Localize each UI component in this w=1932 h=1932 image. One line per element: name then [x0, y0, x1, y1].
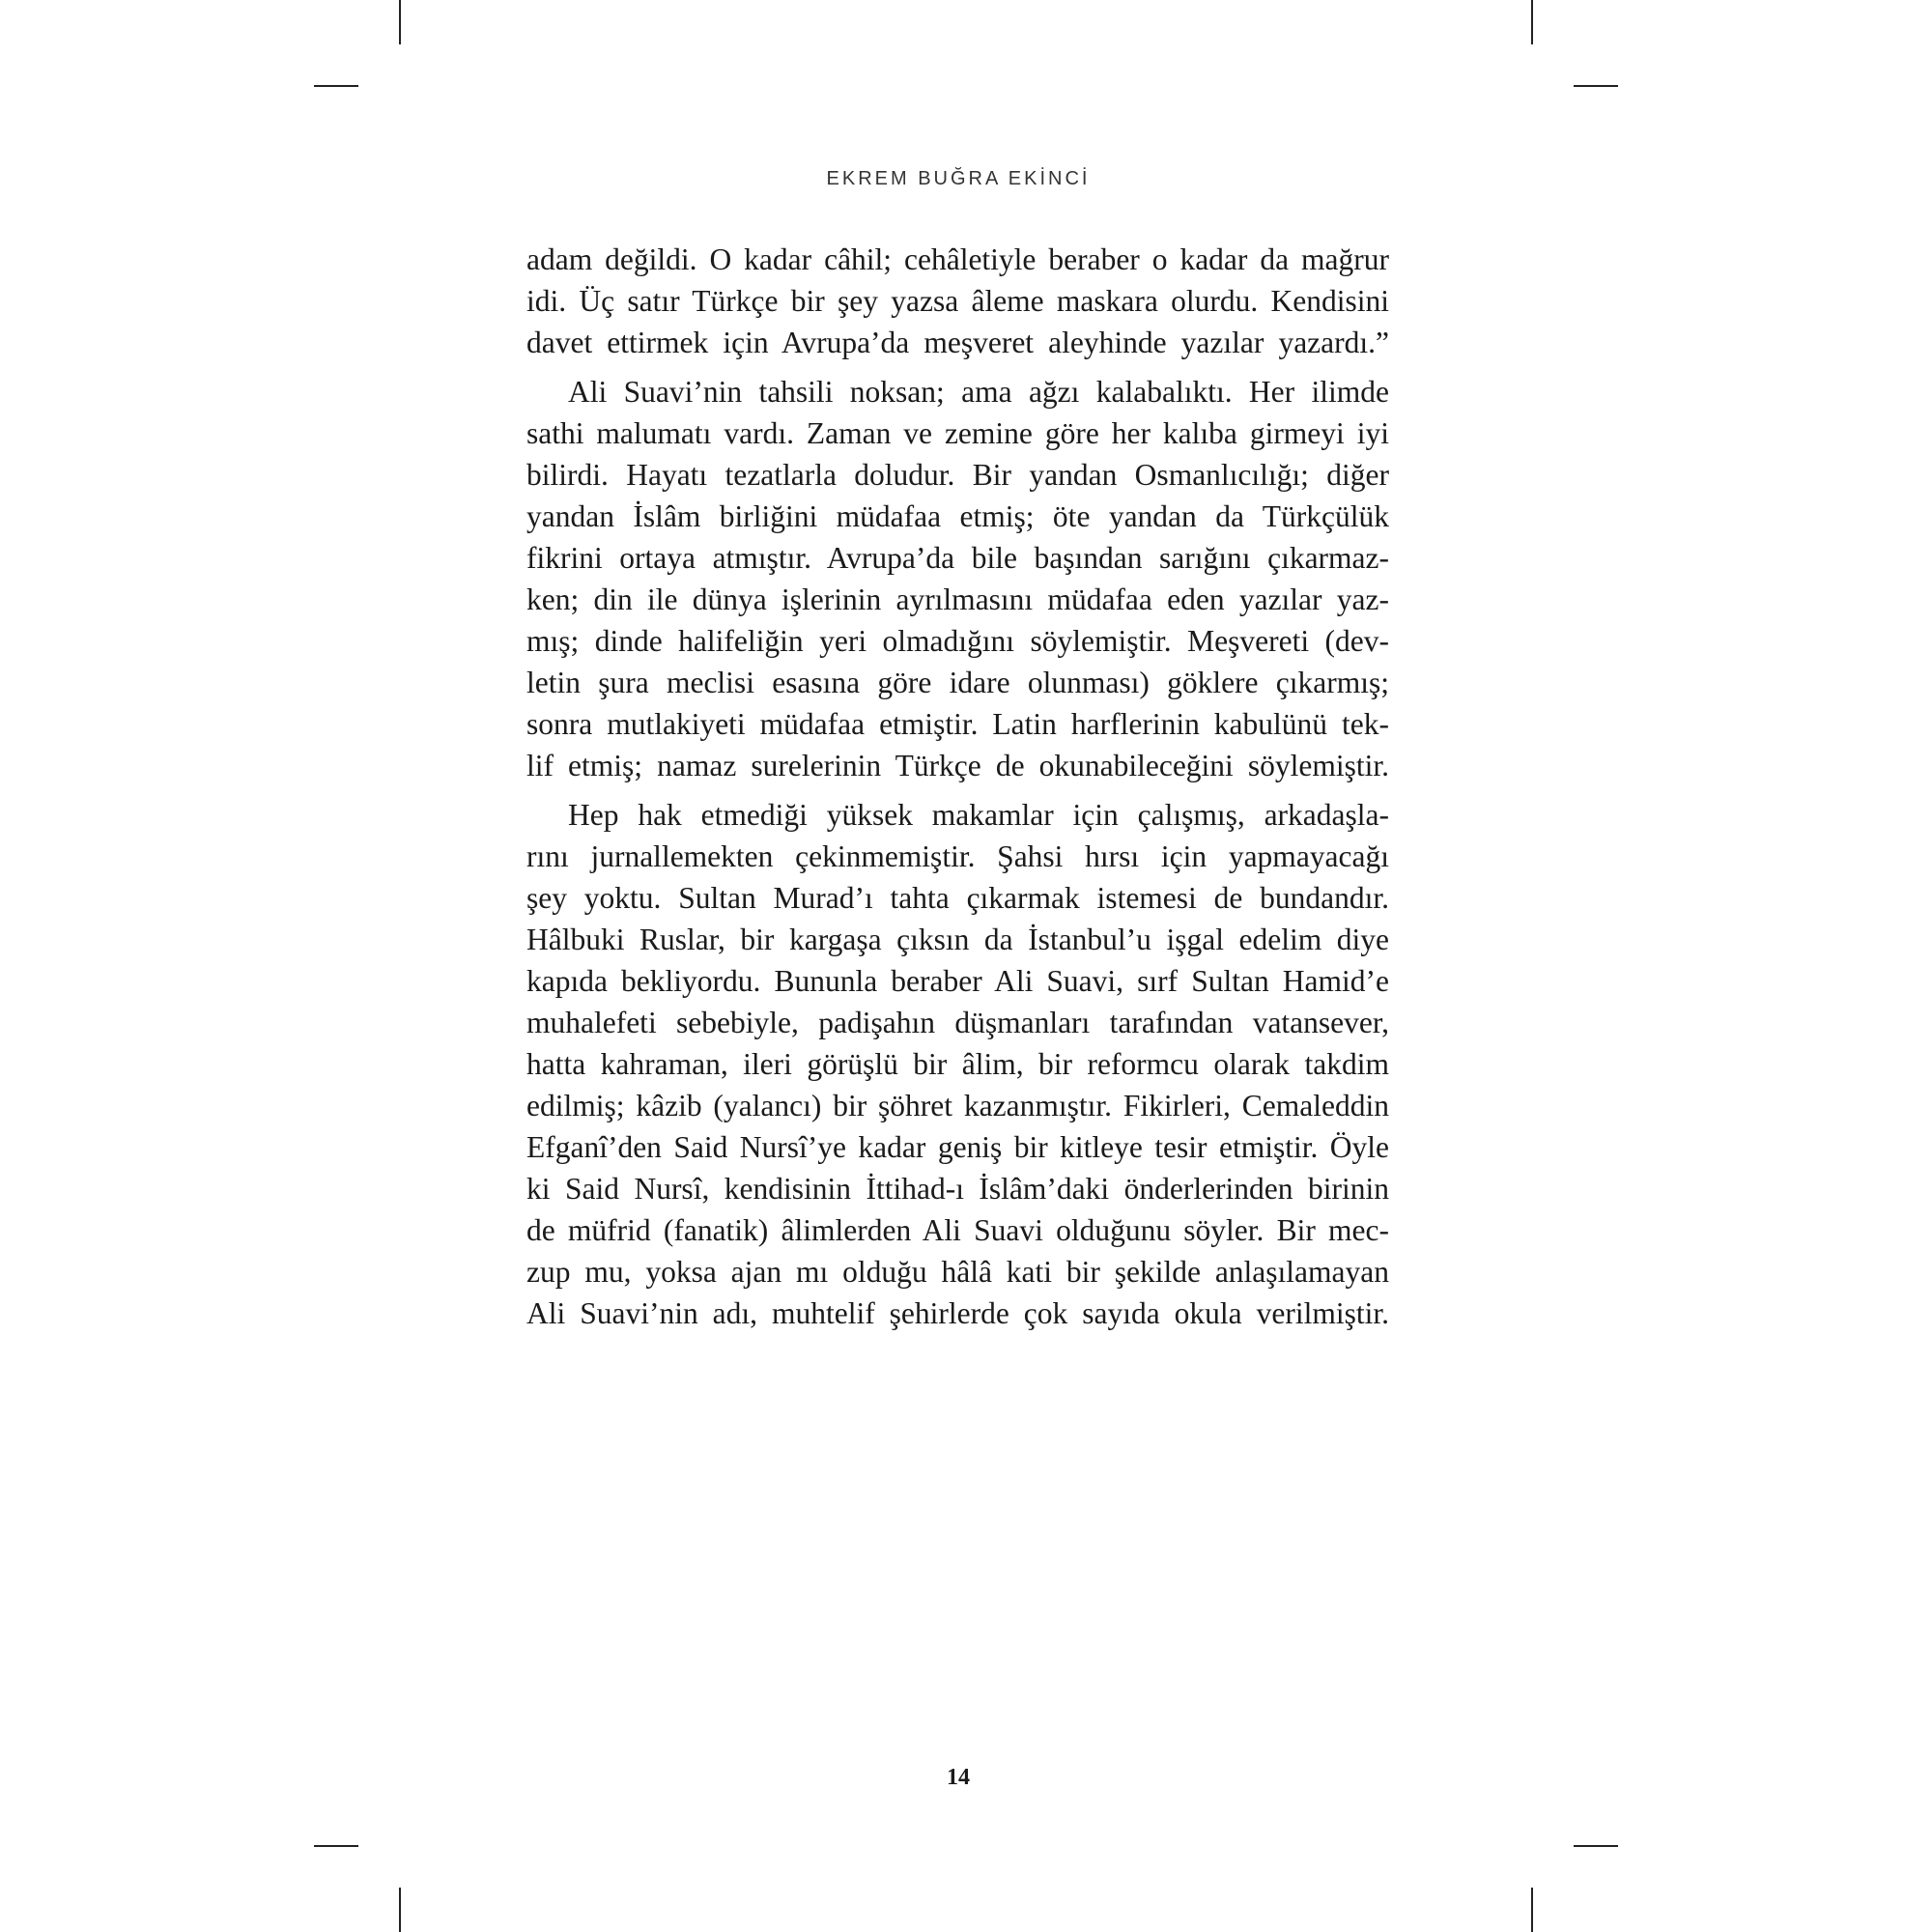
text-line: lif etmiş; namaz surelerinin Türkçe de okunabileceğini söylemiştir.	[526, 749, 1389, 782]
text-line: fikrini ortaya atmıştır. Avrupa’da bile başından sarığını çıkarmaz-	[526, 541, 1389, 575]
text-line: edilmiş; kâzib (yalancı) bir şöhret kazanmıştır. Fikirleri, Cemaleddin	[526, 1089, 1389, 1122]
text-line: rını jurnallemekten çekinmemiştir. Şahsi hırsı için yapmayacağı	[526, 839, 1389, 873]
text-line: ken; din ile dünya işlerinin ayrılmasını müdafaa eden yazılar yaz-	[526, 582, 1389, 616]
text-line: Ali Suavi’nin tahsili noksan; ama ağzı kalabalıktı. Her ilimde	[568, 375, 1389, 409]
crop-mark-right-top	[1574, 85, 1618, 87]
body-text	[526, 239, 1389, 1342]
running-head: EKREM BUĞRA EKİNCİ	[826, 168, 1091, 189]
text-line: yandan İslâm birliğini müdafaa etmiş; öte yandan da Türkçülük	[526, 499, 1389, 533]
text-line: letin şura meclisi esasına göre idare olunması) göklere çıkarmış;	[526, 666, 1389, 699]
crop-mark-top-right	[1531, 0, 1533, 44]
text-line: sonra mutlakiyeti müdafaa etmiştir. Latin harflerinin kabulünü tek-	[526, 707, 1389, 741]
crop-mark-bottom-right	[1531, 1888, 1533, 1932]
text-line: davet ettirmek için Avrupa’da meşveret aleyhinde yazılar yazardı.”	[526, 326, 1389, 359]
crop-mark-left-top	[314, 85, 358, 87]
paragraph-1	[526, 239, 1389, 363]
text-line: muhalefeti sebebiyle, padişahın düşmanları tarafından vatansever,	[526, 1006, 1389, 1039]
text-line: Hâlbuki Ruslar, bir kargaşa çıksın da İstanbul’u işgal edelim diye	[526, 923, 1389, 956]
text-line: Ali Suavi’nin adı, muhtelif şehirlerde çok sayıda okula verilmiştir.	[526, 1296, 1389, 1330]
text-line: ki Said Nursî, kendisinin İttihad-ı İslâm’daki önderlerinden birinin	[526, 1172, 1389, 1206]
text-line: Hep hak etmediği yüksek makamlar için çalışmış, arkadaşla-	[568, 798, 1389, 832]
text-line: Efganî’den Said Nursî’ye kadar geniş bir kitleye tesir etmiştir. Öyle	[526, 1130, 1389, 1164]
paragraph-3	[526, 794, 1389, 1334]
text-line: sathi malumatı vardı. Zaman ve zemine göre her kalıba girmeyi iyi	[526, 416, 1389, 450]
crop-mark-bottom-left	[399, 1888, 401, 1932]
text-line: mış; dinde halifeliğin yeri olmadığını söylemiştir. Meşvereti (dev-	[526, 624, 1389, 658]
text-line: zup mu, yoksa ajan mı olduğu hâlâ kati bir şekilde anlaşılamayan	[526, 1255, 1389, 1289]
crop-mark-right-bottom	[1574, 1845, 1618, 1847]
crop-mark-top-left	[399, 0, 401, 44]
text-line: de müfrid (fanatik) âlimlerden Ali Suavi olduğunu söyler. Bir mec-	[526, 1213, 1389, 1247]
text-line: adam değildi. O kadar câhil; cehâletiyle beraber o kadar da mağrur	[526, 242, 1389, 276]
text-line: hatta kahraman, ileri görüşlü bir âlim, bir reformcu olarak takdim	[526, 1047, 1389, 1081]
text-line: şey yoktu. Sultan Murad’ı tahta çıkarmak istemesi de bundandır.	[526, 881, 1389, 915]
text-line: idi. Üç satır Türkçe bir şey yazsa âleme maskara olurdu. Kendisini	[526, 284, 1389, 318]
page-number: 14	[947, 1765, 970, 1790]
text-line: bilirdi. Hayatı tezatlarla doludur. Bir yandan Osmanlıcılığı; diğer	[526, 458, 1389, 492]
paragraph-2	[526, 371, 1389, 786]
text-line: kapıda bekliyordu. Bununla beraber Ali Suavi, sırf Sultan Hamid’e	[526, 964, 1389, 998]
crop-mark-left-bottom	[314, 1845, 358, 1847]
